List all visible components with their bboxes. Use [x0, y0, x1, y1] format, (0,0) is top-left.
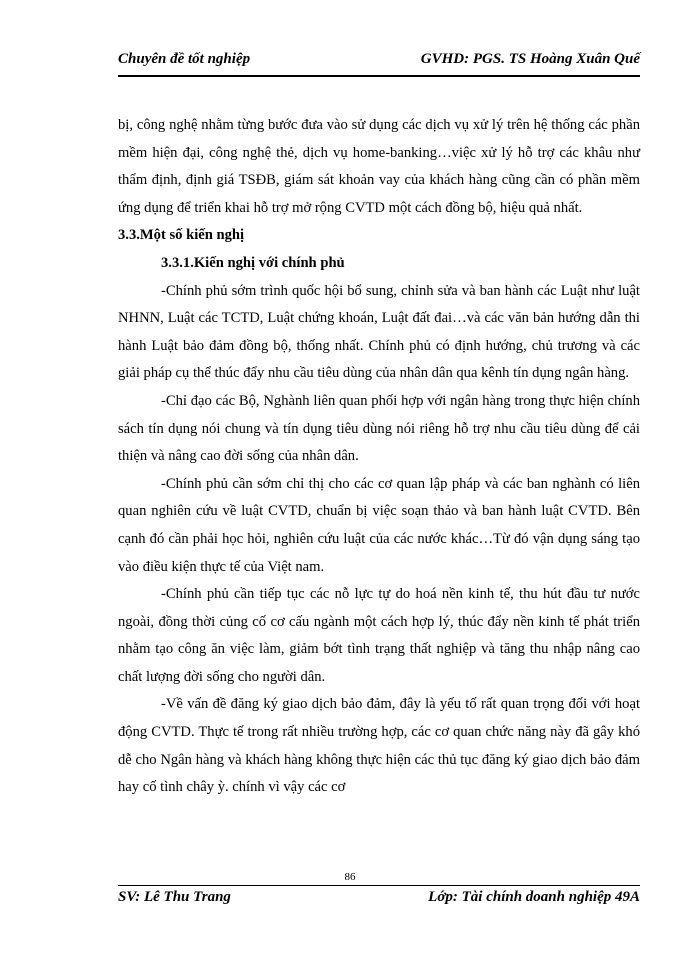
subsection-heading: 3.3.1.Kiến nghị với chính phủ: [161, 254, 345, 271]
header-supervisor: GVHD: PGS. TS Hoàng Xuân Quế: [420, 51, 640, 67]
section-heading: 3.3.Một số kiến nghị: [118, 227, 245, 244]
continued-paragraph: bị, công nghệ nhằm từng bước đưa vào sử dụng các dịch vụ xử lý trên hệ thống các phần mềm hiện đại, công nghệ thẻ, dịch vụ home-banking…việc xử lý hỗ trợ các khâu như thẩm định, định giá TSĐB, giám sát khoản vay của khách hàng cũng cần có phần mềm ứng dụng để triển khai hỗ trợ mở rộng CVTD một cách đồng bộ, hiệu quả nhất.: [118, 117, 640, 216]
footer-class-name: Lớp: Tài chính doanh nghiệp 49A: [428, 889, 640, 905]
page-footer: [118, 889, 640, 911]
body-paragraph: -Về vấn đề đăng ký giao dịch bảo đảm, đây là yếu tố rất quan trọng đối với hoạt động CVTD. Thực tế trong rất nhiều trường hợp, các cơ quan chức năng này đã gây khó dễ cho Ngân hàng và khách hàng không thực hiện các thủ tục đăng ký giao dịch bảo đảm hay cố tình chây ỳ. chính vì vậy các cơ: [118, 696, 640, 796]
body-paragraph: -Chính phủ sớm trình quốc hội bổ sung, chỉnh sửa và ban hành các Luật như luật NHNN, Luật các TCTD, Luật chứng khoán, Luật đất đai…và các văn bản hướng dẫn thi hành Luật bảo đảm đồng bộ, thống nhất. Chính phủ có định hướng, chủ trương và các giải pháp cụ thể thúc đẩy nhu cầu tiêu dùng của nhân dân qua kênh tín dụng ngân hàng.: [118, 282, 640, 382]
body-paragraph: -Chính phủ cần tiếp tục các nỗ lực tự do hoá nền kinh tế, thu hút đầu tư nước ngoài, đồng thời củng cố cơ cấu ngành một cách hợp lý, thúc đẩy nền kinh tế phát triển nhằm tạo công ăn việc làm, giảm bớt tình trạng thất nghiệp và tăng thu nhập nâng cao chất lượng đời sống cho người dân.: [118, 586, 640, 685]
page-header: [118, 51, 640, 73]
body-paragraph: -Chỉ đạo các Bộ, Nghành liên quan phối hợp với ngân hàng trong thực hiện chính sách tín dụng nói chung và tín dụng tiêu dùng nói riêng hỗ trợ nhu cầu tiêu dùng để cải thiện và nâng cao đời sống của nhân dân.: [118, 392, 640, 465]
footer-rule: [118, 885, 640, 886]
body-paragraph: -Chính phủ cần sớm chỉ thị cho các cơ quan lập pháp và các ban nghành có liên quan nghiên cứu về luật CVTD, chuẩn bị việc soạn thảo và ban hành luật CVTD. Bên cạnh đó cần phải học hỏi, nghiên cứu luật của các nước khác…Từ đó vận dụng sáng tạo vào điều kiện thực tế của Việt nam.: [118, 475, 640, 575]
footer-student-name: SV: Lê Thu Trang: [118, 889, 231, 905]
header-document-type: Chuyên đề tốt nghiệp: [118, 51, 251, 67]
header-rule: [118, 75, 640, 77]
page-body: [118, 112, 640, 802]
page-number: 86: [344, 871, 356, 883]
